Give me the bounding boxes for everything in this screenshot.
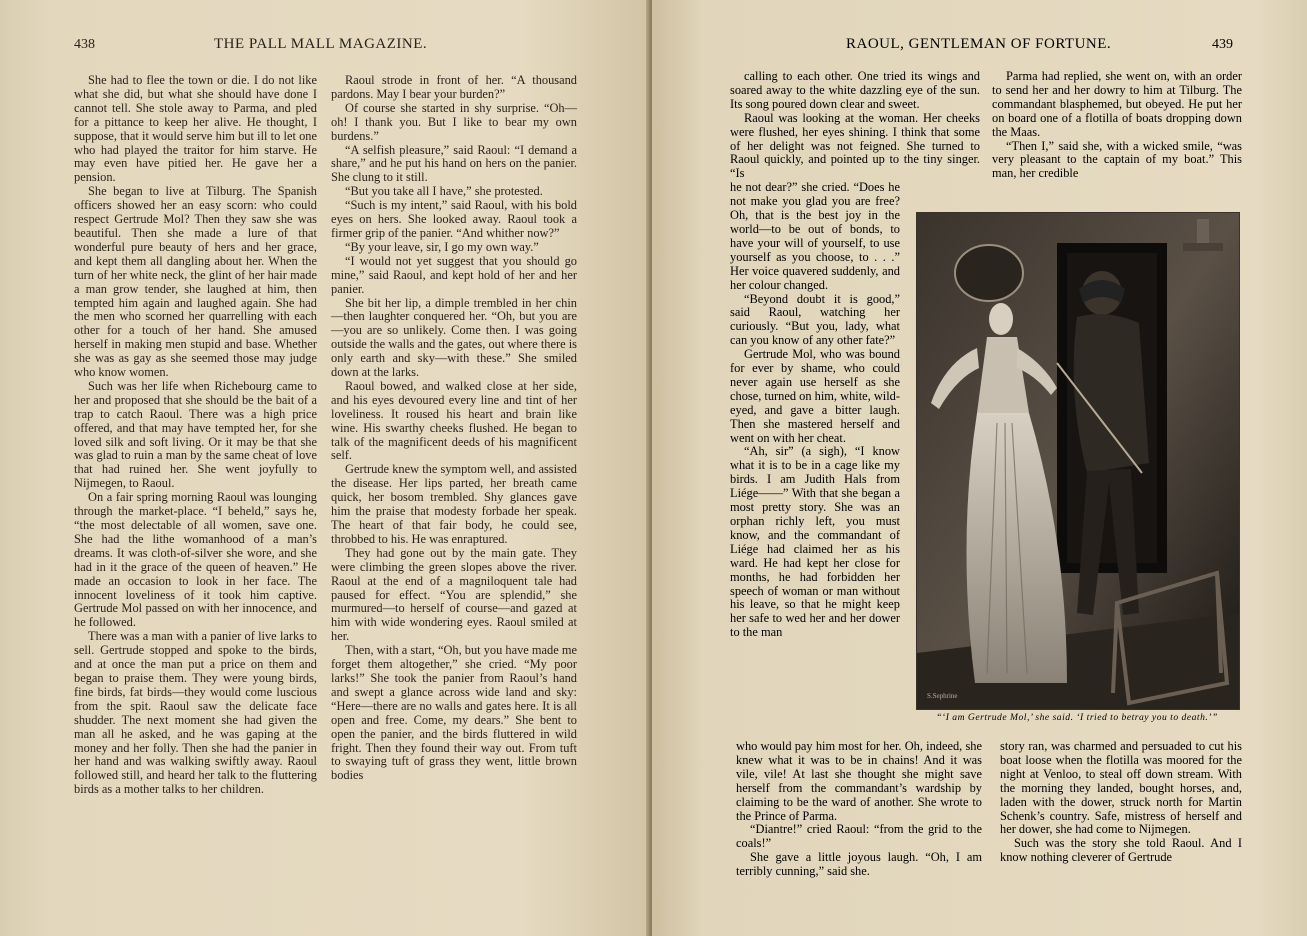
paragraph: Such was her life when Richebourg came to her and proposed that she should be the bait of a trap to catch Raoul. There was a high price offered, and that may have tempted her, for she loved silk and soft living. Or it may be that she was glad to ruin a man by the same cheat of love that had ruined her. She went joyfully to Nijmegen, to Raoul. (74, 378, 317, 491)
narrow-text-beside-illustration (730, 181, 900, 640)
paragraph: Raoul strode in front of her. “A thousand pardons. May I bear your burden?” (331, 73, 577, 101)
artist-signature: S.Sephrine (927, 692, 958, 700)
right-column-2-below-illustration (1000, 740, 1242, 865)
illustration-caption: “‘I am Gertrude Mol,’ she said. ‘I tried to betray you to death.’” (936, 712, 1218, 723)
right-running-head: RAOUL, GENTLEMAN OF FORTUNE. (846, 36, 1112, 52)
paragraph: “Then I,” said she, with a wicked smile, “was very pleasant to the captain of my boat.” This man, her credible (992, 138, 1242, 181)
paragraph: “Diantre!” cried Raoul: “from the grid to the coals!” (736, 822, 982, 851)
paragraph: There was a man with a panier of live larks to sell. Gertrude stopped and spoke to the birds, and at once the man put a price on them and began to praise them. They were young birds, fine birds, fat birds—they would come luscious from the spit. Raoul saw the delicate face shudder. The next moment she had given the man all he asked, and he was gaping at the money and her folly. Then she had the panier in her hand and was walking swiftly away. Raoul followed still, and heard her talk to the fluttering birds as a mother talks to her children. (74, 629, 317, 797)
paragraph: They had gone out by the main gate. They were climbing the green slopes above the river. Raoul at the end of a magniloquent tale had paused for effect. “You are splendid,” she murmured—to herself of course—and gazed at him with wide wondering eyes. Raoul smiled at her. (331, 545, 577, 644)
paragraph: She bit her lip, a dimple trembled in her chin—then laughter conquered her. “Oh, but you are—you are so unlikely. Come then. I was going outside the walls and the gates, out where there is only earth and sky—with these.” She smiled down at the larks. (331, 295, 577, 380)
right-folio: 439 (1212, 37, 1233, 52)
left-folio: 438 (74, 37, 95, 52)
left-page (0, 0, 650, 936)
right-column-1-below-illustration (736, 740, 982, 879)
paragraph: On a fair spring morning Raoul was lounging through the market-place. “I beheld,” says he, “the most delectable of all women, save one. She had the lithe womanhood of a man’s dreams. It was cloth-of-silver she wore, and she had in it the grace of the queen of heaven.” He made an occasion to look in her face. The innocent loveliness of it took him captive. Gertrude Mol passed on with her innocence, and he followed. (74, 490, 317, 630)
paragraph: She had to flee the town or die. I do not like what she did, but what she should have done I cannot tell. She stole away to Parma, and pled for a pittance to keep her alive. He thought, I suppose, that it would serve him but ill to let one who had played the traitor for him starve. He may even have pitied her. He gave her a pension. (74, 73, 317, 185)
paragraph: Then, with a start, “Oh, but you have made me forget them altogether,” she cried. “My poor larks!” She took the panier from Raoul’s hand and swept a glance across wide land and sky: “Here—there are no walls and gates here. It is all open and free. Come, my dears.” She bent to open the panier, and the birds fluttered in wild fright. Then they found their way out. From tuft to swaying tuft of grass they went, little brown bodies (331, 643, 577, 783)
paragraph: Parma had replied, she went on, with an order to send her and her dowry to him at Tilburg. The commandant blasphemed, but obeyed. He put her on board one of a flotilla of boats dropping down the Maas. (992, 69, 1242, 139)
paragraph: “Such is my intent,” said Raoul, with his bold eyes on hers. She looked away. Raoul took a firmer grip of the panier. “And whither now?” (331, 198, 577, 240)
paragraph: Of course she started in shy surprise. “Oh—oh! I thank you. But I like to bear my own burdens.” (331, 100, 577, 143)
paragraph: She gave a little joyous laugh. “Oh, I am terribly cunning,” said she. (736, 850, 982, 879)
left-running-head: THE PALL MALL MAGAZINE. (214, 36, 428, 52)
paragraph: he not dear?” she cried. “Does he not make you glad you are free? Oh, that is the best joy in the world—to be out of bonds, to have your will of yourself, to use yourself as you choose, to . . .” Her voice quavered suddenly, and her colour changed. (730, 180, 900, 292)
right-column-2 (992, 70, 1242, 181)
paragraph: She began to live at Tilburg. The Spanish officers showed her an easy scorn: who could respect Gertrude Mol? Then they saw she was beautiful. Then she made a lure of that wonderful pure beauty of hers and her grace, and kept them all dangling about her. When the turn of her white neck, the glint of her hair made a man grow tender, she laughed at him, then tempted him again and laughed again. She had the men who scorned her quarrelling with each other for a touch of her hand. She amused herself in making men stupid and base. Whether she was as gay as she seemed those may judge who know women. (74, 184, 317, 380)
left-column-1 (74, 74, 317, 797)
paragraph: Gertrude knew the symptom well, and assisted the disease. Her lips parted, her breath came quick, her bosom trembled. Shy glances gave him the praise that modesty forbade her speak. The heart of that fair body, he could see, throbbed to his. He was enraptured. (331, 462, 577, 546)
paragraph: Gertrude Mol, who was bound for ever by shame, who could never again use herself as she chose, turned on him, white, wild-eyed, and gave a bitter laugh. Then she mastered herself and went on with her cheat. (730, 347, 900, 445)
paragraph: “Beyond doubt it is good,” said Raoul, watching her curiously. “But you, lady, what can you know of any other fate?” (730, 291, 900, 348)
paragraph: calling to each other. One tried its wings and soared away to the white dazzling eye of the sun. Its song poured down clear and sweet. (730, 69, 980, 111)
paragraph: “By your leave, sir, I go my own way.” (345, 239, 539, 254)
paragraph: Such was the story she told Raoul. And I know nothing cleverer of Gertrude (1000, 836, 1242, 865)
paragraph: “But you take all I have,” she protested. (345, 184, 543, 199)
paragraph: “Ah, sir” (a sigh), “I know what it is to be in a cage like my birds. I am Judith Hals from Liége——” With that she began a most pretty story. She was an orphan richly left, you must know, and the commandant of Liége had claimed her as his ward. He had kept her close for months, he had forbidden her speech of woman or man without his leave, so that he might keep her safe to wed her and her dower to the man (730, 444, 900, 640)
paragraph: who would pay him most for her. Oh, indeed, she knew what it was to be in chains! And it was vile, vile! At last she thought she might save herself from the commandant’s wardship by claiming to be the ward of another. She wrote to the Prince of Parma. (736, 739, 982, 823)
left-column-2 (331, 74, 577, 783)
illustration-drawing (917, 213, 1239, 709)
illustration (916, 212, 1240, 710)
paragraph: story ran, was charmed and persuaded to cut his boat loose when the flotilla was moored for the night at Venloo, to steal off down stream. With the morning they landed, bought horses, and, laden with the dower, struck north for Martin Schenk’s country. Safe, mistress of herself and her dower, she had come to Nijmegen. (1000, 739, 1242, 837)
paragraph: “A selfish pleasure,” said Raoul: “I demand a share,” and he put his hand on hers on the panier. She clung to it still. (331, 142, 577, 185)
paragraph: “I would not yet suggest that you should go mine,” said Raoul, and kept hold of her and her panier. (331, 253, 577, 296)
paragraph: Raoul bowed, and walked close at her side, and his eyes devoured every line and tint of her loveliness. It roused his heart and brain like wine. His swarthy cheeks flushed. He began to talk of the magnificent deeds of his magnificent self. (331, 378, 577, 463)
paragraph: Raoul was looking at the woman. Her cheeks were flushed, her eyes shining. I think that some of her delight was not feigned. She turned to Raoul quickly, and pointed up to the tiny singer. “Is (730, 110, 980, 181)
